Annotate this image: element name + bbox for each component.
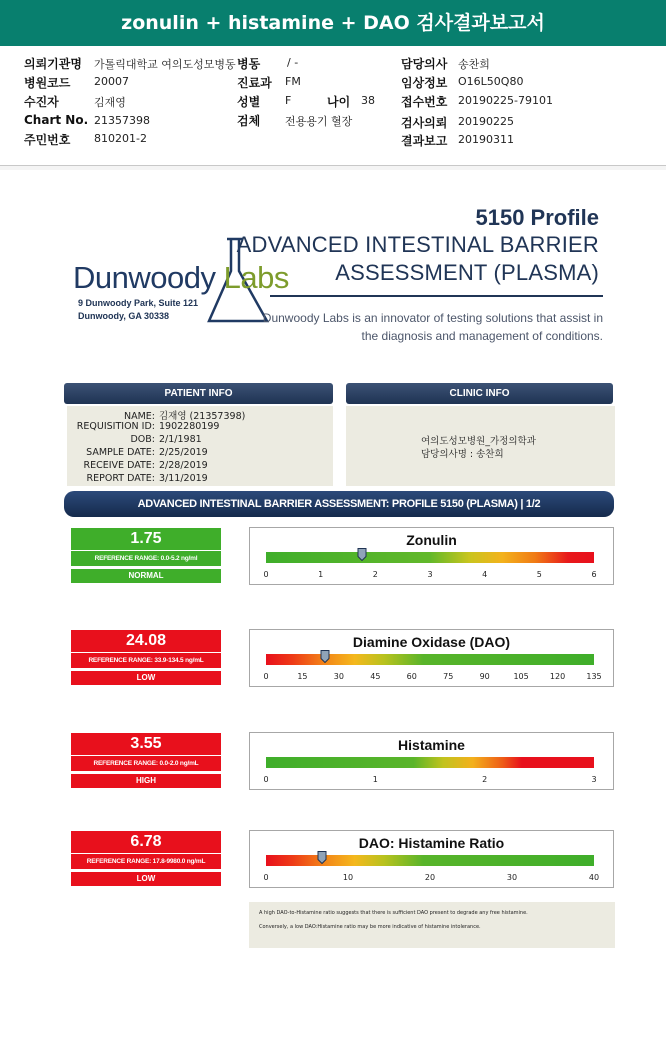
title-underline	[270, 295, 603, 297]
label-department: 진료과	[237, 76, 272, 90]
gauge-tick-label: 0	[263, 672, 269, 681]
value-chart-no: 21357398	[94, 114, 150, 127]
label-sex: 성별	[237, 95, 261, 109]
label-clinical-info: 임상정보	[401, 76, 448, 90]
report-main-title-1: ADVANCED INTESTINAL BARRIER	[236, 232, 599, 257]
address-line-1: 9 Dunwoody Park, Suite 121	[78, 298, 199, 308]
gauge-color-bar	[266, 552, 594, 563]
gauge-color-bar	[266, 757, 594, 768]
report-date-key: REPORT DATE:	[86, 473, 155, 484]
label-institution: 의뢰기관명	[24, 57, 82, 71]
label-chart-no: Chart No.	[24, 113, 89, 127]
profile-title: 5150 Profile	[475, 205, 599, 230]
clinic-info-header: CLINIC INFO	[346, 383, 613, 404]
patient-info-header: PATIENT INFO	[64, 383, 333, 404]
ratio-note-1: A high DAO-to-Histamine ratio suggests that there is sufficient DAO present to degrade any free histamine.	[259, 910, 528, 916]
gauge-tick-label: 30	[506, 873, 518, 882]
gauge-tick-label: 0	[263, 570, 269, 579]
result-value: 6.78	[71, 831, 221, 853]
gauge-tick-label: 20	[424, 873, 436, 882]
dob-row	[67, 434, 202, 445]
ratio-note-2: Conversely, a low DAO:Histamine ratio may be more indicative of histamine intolerance.	[259, 924, 481, 930]
result-gauge	[249, 732, 614, 790]
lab-report	[0, 170, 666, 1040]
assessment-section-bar: ADVANCED INTESTINAL BARRIER ASSESSMENT: PROFILE 5150 (PLASMA) | 1/2	[64, 491, 614, 517]
gauge-tick-label: 30	[333, 672, 344, 681]
result-value: 3.55	[71, 733, 221, 755]
gauge-tick-label: 2	[372, 570, 378, 579]
label-hospital-code: 병원코드	[24, 76, 71, 90]
gauge-tick-label: 40	[588, 873, 600, 882]
gauge-title: Diamine Oxidase (DAO)	[352, 634, 511, 650]
gauge-tick-label: 105	[513, 672, 529, 681]
requisition-key: REQUISITION ID:	[76, 421, 155, 432]
value-doctor: 송찬희	[458, 58, 490, 71]
gauge-marker-icon	[357, 546, 366, 559]
gauge-tick-label: 0	[263, 873, 269, 882]
gauge-tick-label: 1	[372, 775, 378, 784]
gauge-color-bar	[266, 654, 594, 665]
result-gauge	[249, 527, 614, 585]
gauge-color-bar	[266, 855, 594, 866]
value-patient: 김재영	[94, 96, 126, 109]
logo-dunwoody: Dunwoody	[73, 260, 216, 295]
gauge-marker-icon	[320, 648, 329, 661]
gauge-tick-label: 15	[297, 672, 308, 681]
gauge-tick-label: 60	[406, 672, 417, 681]
value-resident-no: 810201-2	[94, 132, 147, 145]
gauge-tick-label: 75	[443, 672, 454, 681]
gauge-title: Histamine	[398, 737, 465, 753]
report-title: zonulin + histamine + DAO 검사결과보고서	[0, 0, 666, 46]
result-status: NORMAL	[71, 569, 221, 583]
gauge-tick-label: 1	[318, 570, 324, 579]
value-department: FM	[285, 75, 301, 88]
patient-name-row	[67, 408, 245, 422]
receive-date-key: RECEIVE DATE:	[83, 460, 155, 471]
gauge-tick-label: 0	[263, 775, 269, 784]
result-gauge	[249, 629, 614, 687]
sample-date-key: SAMPLE DATE:	[86, 447, 155, 458]
receive-date-row	[67, 460, 208, 471]
dunwoody-labs-logo	[73, 260, 289, 296]
gauge-tick-label: 4	[482, 570, 488, 579]
value-ward: / -	[287, 56, 299, 69]
gauge-title: Zonulin	[406, 532, 457, 548]
label-report-date: 결과보고	[401, 134, 448, 148]
report-date-value: 3/11/2019	[159, 473, 208, 484]
value-specimen: 전용용기 혈장	[285, 115, 353, 128]
tagline-1: Dunwoody Labs is an innovator of testing solutions that assist in	[262, 311, 603, 325]
label-resident-no: 주민번호	[24, 133, 71, 147]
result-value: 24.08	[71, 630, 221, 652]
tagline-2: the diagnosis and management of conditions.	[361, 329, 603, 343]
value-age: 38	[361, 94, 375, 107]
report-date-row	[67, 473, 208, 484]
result-status: LOW	[71, 671, 221, 685]
sample-date-row	[67, 447, 208, 458]
gauge-tick-label: 5	[536, 570, 542, 579]
reference-range: REFERENCE RANGE: 0.0-5.2 ng/ml	[71, 551, 221, 566]
label-age: 나이	[327, 95, 351, 109]
patient-name-value: 김재영 (21357398)	[159, 411, 246, 422]
ratio-note-box	[249, 902, 615, 948]
logo-labs: Labs	[223, 260, 289, 295]
gauge-tick-label: 10	[342, 873, 354, 882]
patient-name-key: NAME:	[123, 411, 155, 422]
gauge-marker-icon	[317, 849, 326, 862]
clinic-name: 여의도성모병원_가정의학과	[421, 436, 536, 447]
value-request-date: 20190225	[458, 115, 514, 128]
sample-date-value: 2/25/2019	[159, 447, 208, 458]
label-specimen: 검체	[237, 114, 261, 128]
clinic-doctor: 담당의사명 : 송찬희	[421, 449, 504, 460]
value-hospital-code: 20007	[94, 75, 129, 88]
clinic-info-box	[346, 406, 615, 486]
label-ward: 병동	[237, 57, 261, 71]
requisition-value: 1902280199	[159, 421, 220, 432]
value-receipt-no: 20190225-79101	[458, 94, 553, 107]
value-report-date: 20190311	[458, 133, 514, 146]
value-sex: F	[285, 94, 292, 107]
gauge-tick-label: 90	[479, 672, 490, 681]
report-main-title-2: ASSESSMENT (PLASMA)	[335, 260, 599, 285]
dob-value: 2/1/1981	[159, 434, 202, 445]
gauge-tick-label: 6	[591, 570, 597, 579]
value-institution: 가톨릭대학교 여의도성모병동	[94, 58, 236, 71]
requisition-row	[67, 421, 219, 432]
value-clinical-info: O16L50Q80	[458, 75, 524, 88]
result-status: LOW	[71, 872, 221, 886]
reference-range: REFERENCE RANGE: 33.9-134.5 ng/mL	[71, 653, 221, 668]
gauge-tick-label: 45	[370, 672, 381, 681]
gauge-tick-label: 3	[591, 775, 597, 784]
label-doctor: 담당의사	[401, 57, 448, 71]
reference-range: REFERENCE RANGE: 17.8-9980.0 ng/mL	[71, 854, 221, 869]
reference-range: REFERENCE RANGE: 0.0-2.0 ng/mL	[71, 756, 221, 771]
receive-date-value: 2/28/2019	[159, 460, 208, 471]
result-value: 1.75	[71, 528, 221, 550]
gauge-tick-label: 2	[482, 775, 488, 784]
gauge-tick-label: 135	[586, 672, 602, 681]
patient-info-box	[67, 406, 333, 486]
gauge-tick-label: 120	[549, 672, 566, 681]
label-receipt-no: 접수번호	[401, 95, 448, 109]
result-gauge	[249, 830, 614, 888]
dob-key: DOB:	[130, 434, 155, 445]
label-request-date: 검사의뢰	[401, 116, 448, 130]
gauge-title: DAO: Histamine Ratio	[358, 835, 505, 851]
label-patient: 수진자	[24, 95, 59, 109]
gauge-tick-label: 3	[427, 570, 433, 579]
result-status: HIGH	[71, 774, 221, 788]
address-line-2: Dunwoody, GA 30338	[78, 311, 170, 321]
request-header	[0, 46, 666, 166]
